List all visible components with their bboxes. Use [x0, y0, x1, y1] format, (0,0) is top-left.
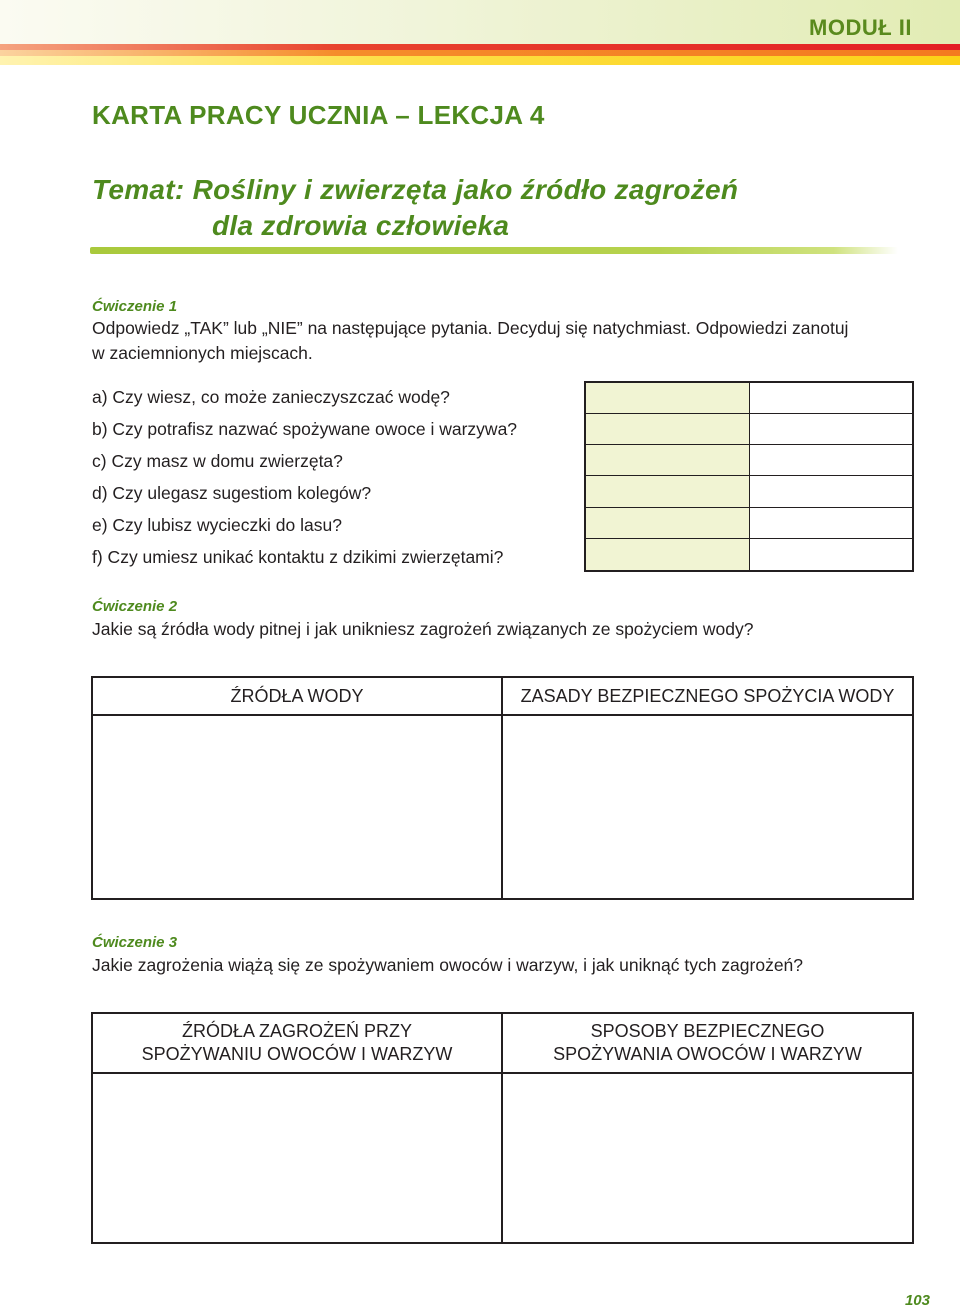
exercise-3-question: Jakie zagrożenia wiążą się ze spożywaniem owoców i warzyw, i jak uniknąć tych zagrożeń?: [92, 955, 804, 975]
question-a: a) Czy wiesz, co może zanieczyszczać wodę?: [92, 387, 450, 407]
question-c: c) Czy masz w domu zwierzęta?: [92, 451, 343, 471]
exercise-3-label: Ćwiczenie 3: [92, 934, 178, 951]
safe-produce-header-line-1: SPOSOBY BEZPIECZNEGO: [590, 1021, 825, 1041]
module-label: MODUŁ II: [809, 15, 912, 40]
header-stripe-yellow: [0, 56, 960, 65]
safe-produce-header-line-2: SPOŻYWANIA OWOCÓW I WARZYW: [553, 1044, 862, 1064]
blank-cell-c: [750, 445, 912, 476]
question-e: e) Czy lubisz wycieczki do lasu?: [92, 515, 342, 535]
question-d: d) Czy ulegasz sugestiom kolegów?: [92, 483, 372, 503]
produce-hazards-answer-area[interactable]: [93, 1074, 503, 1242]
exercise-1-instruction-line-2: w zaciemnionych miejscach.: [92, 343, 313, 363]
title-divider: [90, 247, 898, 254]
blank-cell-f: [750, 539, 912, 570]
blank-cell-b: [750, 414, 912, 445]
exercise-2-question: Jakie są źródła wody pitnej i jak unikniesz zagrożeń związanych ze spożyciem wody?: [92, 619, 754, 639]
blank-cell-a: [750, 383, 912, 414]
topic-line-1: Temat: Rośliny i zwierzęta jako źródło zagrożeń: [92, 174, 739, 205]
answer-cell-f[interactable]: [586, 539, 750, 570]
safe-produce-answer-area[interactable]: [503, 1074, 912, 1242]
answer-cell-b[interactable]: [586, 414, 750, 445]
exercise-3-table: [91, 1012, 914, 1244]
exercise-1-label: Ćwiczenie 1: [92, 298, 178, 315]
topic-line-2: dla zdrowia człowieka: [212, 210, 510, 241]
water-sources-answer-area[interactable]: [93, 716, 503, 898]
question-b: b) Czy potrafisz nazwać spożywane owoce i warzywa?: [92, 419, 518, 439]
safe-water-rules-header: ZASADY BEZPIECZNEGO SPOŻYCIA WODY: [503, 678, 912, 716]
worksheet-title: KARTA PRACY UCZNIA – LEKCJA 4: [92, 100, 545, 130]
blank-cell-e: [750, 508, 912, 539]
produce-hazards-header-line-1: ŹRÓDŁA ZAGROŻEŃ PRZY: [181, 1021, 412, 1041]
answer-cell-c[interactable]: [586, 445, 750, 476]
water-sources-header: ŹRÓDŁA WODY: [93, 678, 503, 716]
produce-hazards-header-line-2: SPOŻYWANIU OWOCÓW I WARZYW: [141, 1044, 453, 1064]
answer-cell-e[interactable]: [586, 508, 750, 539]
question-f: f) Czy umiesz unikać kontaktu z dzikimi zwierzętami?: [92, 547, 504, 567]
answer-cell-a[interactable]: [586, 383, 750, 414]
safe-water-rules-answer-area[interactable]: [503, 716, 912, 898]
exercise-1-instruction-line-1: Odpowiedz „TAK” lub „NIE” na następujące pytania. Decyduj się natychmiast. Odpowiedzi zanotuj: [92, 318, 849, 338]
exercise-2-label: Ćwiczenie 2: [92, 598, 178, 615]
page-number: 103: [904, 1292, 930, 1309]
exercise-1-instruction: [92, 316, 848, 366]
exercise-1-question-list: [92, 384, 517, 576]
topic-heading: [92, 172, 738, 244]
produce-hazards-header: [93, 1014, 503, 1074]
exercise-1-answer-grid: [584, 381, 914, 572]
answer-cell-d[interactable]: [586, 476, 750, 507]
blank-cell-d: [750, 476, 912, 507]
exercise-2-table: [91, 676, 914, 900]
safe-produce-header: [503, 1014, 912, 1074]
